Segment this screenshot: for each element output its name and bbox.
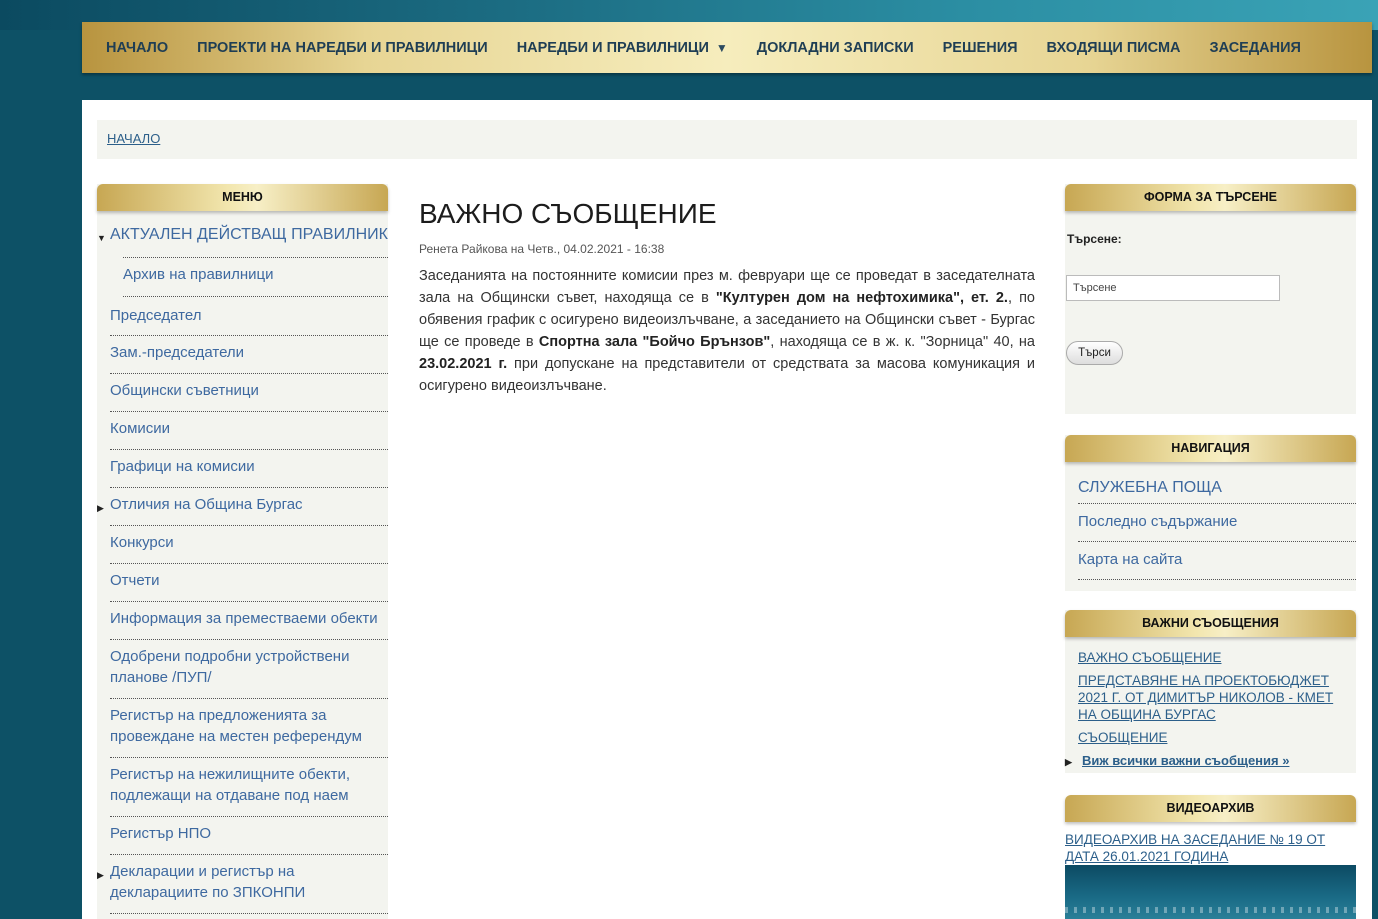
menu-item-current-rules[interactable] [97, 211, 388, 257]
article-text: , находяща се в ж. к. "Зорница" 40, на [770, 334, 1035, 350]
left-menu [97, 211, 388, 914]
nav-link-sitemap[interactable]: Карта на сайта [1078, 542, 1356, 580]
article-bold-text: Спортна зала "Бойчо Брънзов" [538, 334, 771, 350]
nav-link-official-mail[interactable]: СЛУЖЕБНА ПОЩА [1078, 462, 1356, 504]
triangle-right-icon: ▶ [97, 870, 104, 880]
navigation-block-title: НАВИГАЦИЯ [1065, 435, 1356, 462]
chevron-down-icon[interactable]: ▼ [715, 40, 728, 55]
video-archive-block [1065, 795, 1356, 919]
article-body [419, 265, 1035, 397]
nav-item-sessions[interactable]: ЗАСЕДАНИЯ [1209, 39, 1301, 56]
important-news-list [1065, 649, 1352, 775]
article-bold-text: "Културен дом на нефтохимика", ет. 2. [715, 290, 1008, 306]
search-block-title: ФОРМА ЗА ТЪРСЕНЕ [1065, 184, 1356, 211]
menu-item-label: АКТУАЛЕН ДЕЙСТВАЩ ПРАВИЛНИК [110, 226, 388, 243]
menu-item-deputy-chairmen[interactable]: Зам.-председатели [110, 336, 388, 374]
menu-item-commissions[interactable]: Комисии [110, 412, 388, 450]
nav-item-regulations[interactable] [517, 40, 728, 56]
see-all-news-label: Виж всички важни съобщения » [1082, 753, 1290, 768]
menu-item-label: Декларации и регистър на декларациите по ЗПКОНПИ [110, 863, 306, 901]
search-label: Търсене: [1067, 232, 1122, 246]
video-archive-title: ВИДЕОАРХИВ [1065, 795, 1356, 822]
menu-item-councillors[interactable]: Общински съветници [110, 374, 388, 412]
nav-item-decisions[interactable]: РЕШЕНИЯ [942, 39, 1018, 56]
page-content [82, 100, 1372, 919]
left-sidebar [97, 184, 388, 919]
breadcrumb [97, 120, 1357, 159]
menu-item-detailed-plans[interactable]: Одобрени подробни устройствени планове /ПУП/ [110, 640, 388, 699]
search-input[interactable] [1066, 275, 1280, 301]
video-archive-link[interactable]: ВИДЕОАРХИВ НА ЗАСЕДАНИЕ № 19 ОТ ДАТА 26.01.2021 ГОДИНА [1065, 832, 1326, 864]
breadcrumb-home-link[interactable]: НАЧАЛО [107, 131, 161, 146]
nav-item-draft-regulations[interactable]: ПРОЕКТИ НА НАРЕДБИ И ПРАВИЛНИЦИ [197, 39, 488, 56]
article [419, 196, 1035, 397]
menu-item-non-residential-register[interactable]: Регистър на нежилищните обекти, подлежащи на отдаване под наем [110, 758, 388, 817]
nav-link-recent-content[interactable]: Последно съдържание [1078, 504, 1356, 542]
important-news-block [1065, 610, 1356, 773]
nav-item-incoming-letters[interactable]: ВХОДЯЩИ ПИСМА [1046, 39, 1181, 56]
article-title: ВАЖНО СЪОБЩЕНИЕ [419, 198, 717, 229]
menu-item-label: Отличия на Община Бургас [110, 496, 303, 513]
triangle-right-icon: ▶ [97, 503, 104, 513]
menu-item-ngo-register[interactable]: Регистър НПО [110, 817, 388, 855]
navigation-list [1065, 462, 1356, 580]
news-link[interactable]: ВАЖНО СЪОБЩЕНИЕ [1078, 650, 1222, 665]
triangle-down-icon: ▼ [97, 233, 106, 243]
menu-item-awards[interactable] [97, 488, 388, 526]
navigation-block [1065, 435, 1356, 591]
triangle-right-icon: ▶ [1065, 757, 1072, 767]
menu-block-title: МЕНЮ [97, 184, 388, 211]
search-button[interactable]: Търси [1066, 341, 1123, 365]
article-text: , по обявения график с осигурено видеоизлъчване, а заседанието на Общински съвет - Бургас ще се проведе в [419, 290, 1035, 350]
article-bold-text: 23.02.2021 г. [419, 356, 508, 372]
menu-item-referendum-register[interactable]: Регистър на предложенията за провеждане на местен референдум [110, 699, 388, 758]
main-navigation [82, 22, 1372, 73]
article-meta: Ренета Райкова на Четв., 04.02.2021 - 16:38 [419, 242, 665, 256]
menu-item-movable-objects[interactable]: Информация за преместваеми обекти [110, 602, 388, 640]
nav-item-regulations-label: НАРЕДБИ И ПРАВИЛНИЦИ [516, 39, 709, 56]
search-block [1065, 184, 1356, 414]
menu-item-declarations[interactable] [97, 855, 388, 914]
news-link[interactable]: СЪОБЩЕНИЕ [1078, 730, 1168, 745]
article-text: при допускане на представители от средствата за масова комуникация и осигурено видеоизлъчване. [419, 356, 1035, 394]
menu-item-chairman[interactable]: Председател [110, 297, 388, 336]
article-text: Заседанията на постоянните комисии през м. февруари ще се проведат в заседателната зала на Общински съвет, находяща се в [419, 268, 1035, 306]
nav-item-reports[interactable]: ДОКЛАДНИ ЗАПИСКИ [756, 39, 914, 56]
video-thumbnail[interactable] [1065, 865, 1356, 919]
menu-item-commission-schedules[interactable]: Графици на комисии [110, 450, 388, 488]
see-all-news-link[interactable] [1065, 752, 1352, 769]
menu-item-reports[interactable]: Отчети [110, 564, 388, 602]
important-news-title: ВАЖНИ СЪОБЩЕНИЯ [1065, 610, 1356, 637]
menu-item-competitions[interactable]: Конкурси [110, 526, 388, 564]
menu-item-rules-archive[interactable]: Архив на правилници [123, 257, 388, 297]
nav-item-home[interactable]: НАЧАЛО [106, 39, 169, 56]
news-link[interactable]: ПРЕДСТАВЯНЕ НА ПРОЕКТОБЮДЖЕТ 2021 Г. ОТ ДИМИТЪР НИКОЛОВ - КМЕТ НА ОБЩИНА БУРГАС [1078, 673, 1334, 722]
